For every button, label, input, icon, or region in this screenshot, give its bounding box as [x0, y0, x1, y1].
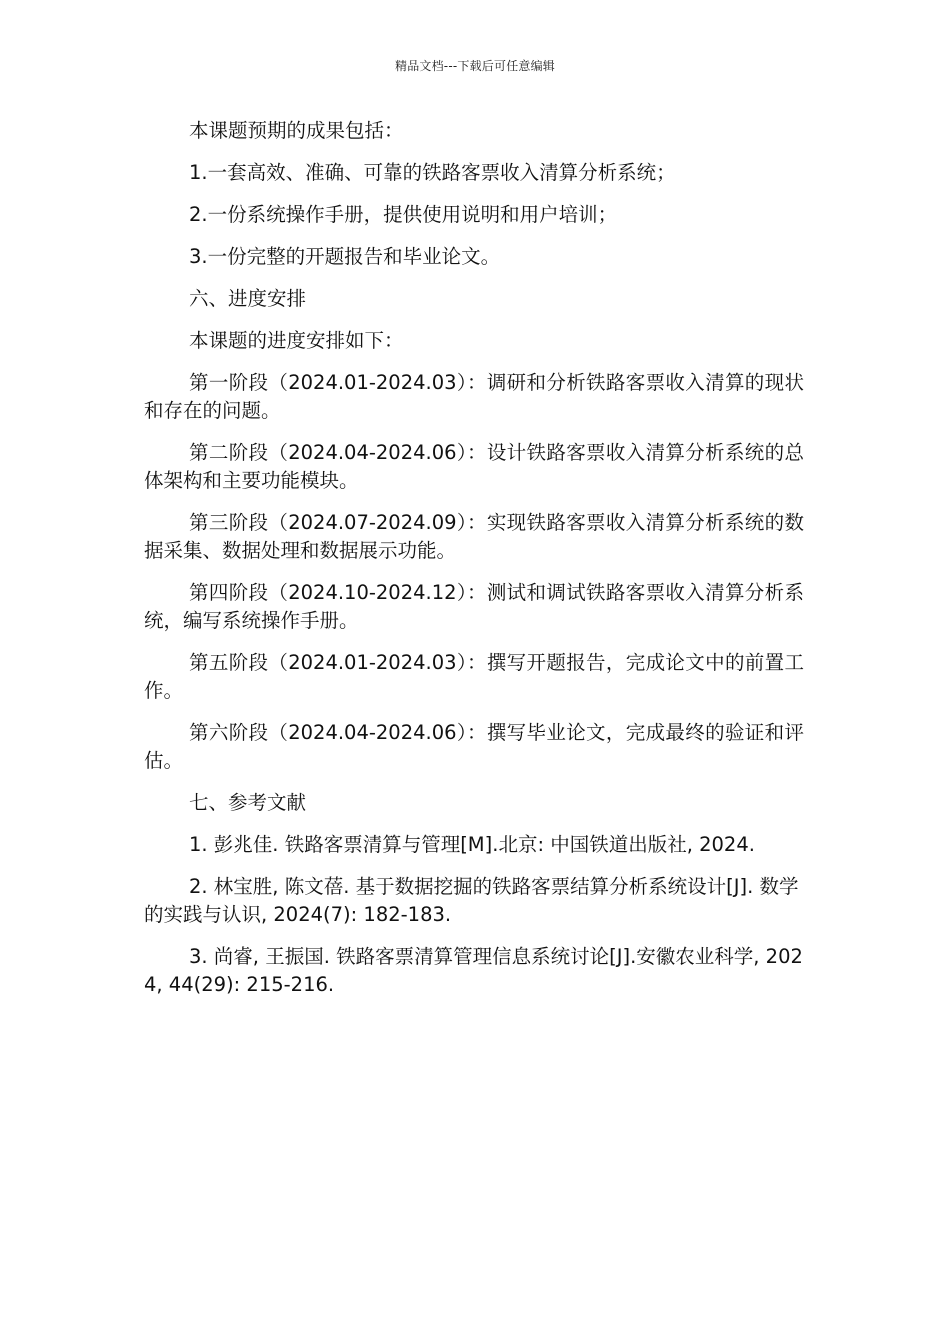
- page-header: 精品文档---下载后可任意编辑: [395, 59, 555, 73]
- section-heading-references: 七、参考文献: [189, 791, 307, 814]
- paragraph-stage-4: 第四阶段（2024.10-2024.12）：测试和调试铁路客票收入清算分析系统，编写系统操作手册。: [144, 581, 804, 632]
- paragraph-stage-3: 第三阶段（2024.07-2024.09）：实现铁路客票收入清算分析系统的数据采集、数据处理和数据展示功能。: [144, 511, 804, 562]
- paragraph-stage-1: 第一阶段（2024.01-2024.03）：调研和分析铁路客票收入清算的现状和存在的问题。: [144, 371, 804, 422]
- paragraph-schedule-intro: 本课题的进度安排如下：: [189, 329, 404, 352]
- reference-2: 2. 林宝胜, 陈文蓓. 基于数据挖掘的铁路客票结算分析系统设计[J]. 数学的实践与认识, 2024(7): 182-183.: [144, 875, 799, 926]
- paragraph-outcomes-intro: 本课题预期的成果包括：: [189, 119, 404, 142]
- paragraph-stage-2: 第二阶段（2024.04-2024.06）：设计铁路客票收入清算分析系统的总体架构和主要功能模块。: [144, 441, 804, 492]
- paragraph-outcome-1: 1.一套高效、准确、可靠的铁路客票收入清算分析系统；: [189, 161, 676, 184]
- reference-3: 3. 尚睿, 王振国. 铁路客票清算管理信息系统讨论[J].安徽农业科学, 2024, 44(29): 215-216.: [144, 945, 803, 996]
- paragraph-outcome-2: 2.一份系统操作手册，提供使用说明和用户培训；: [189, 203, 618, 226]
- paragraph-outcome-3: 3.一份完整的开题报告和毕业论文。: [189, 245, 501, 268]
- document-body: [144, 117, 804, 1013]
- paragraph-stage-6: 第六阶段（2024.04-2024.06）：撰写毕业论文，完成最终的验证和评估。: [144, 721, 804, 772]
- section-heading-schedule: 六、进度安排: [189, 287, 307, 310]
- reference-1: 1. 彭兆佳. 铁路客票清算与管理[M].北京: 中国铁道出版社, 2024.: [189, 833, 755, 856]
- paragraph-stage-5: 第五阶段（2024.01-2024.03）：撰写开题报告，完成论文中的前置工作。: [144, 651, 804, 702]
